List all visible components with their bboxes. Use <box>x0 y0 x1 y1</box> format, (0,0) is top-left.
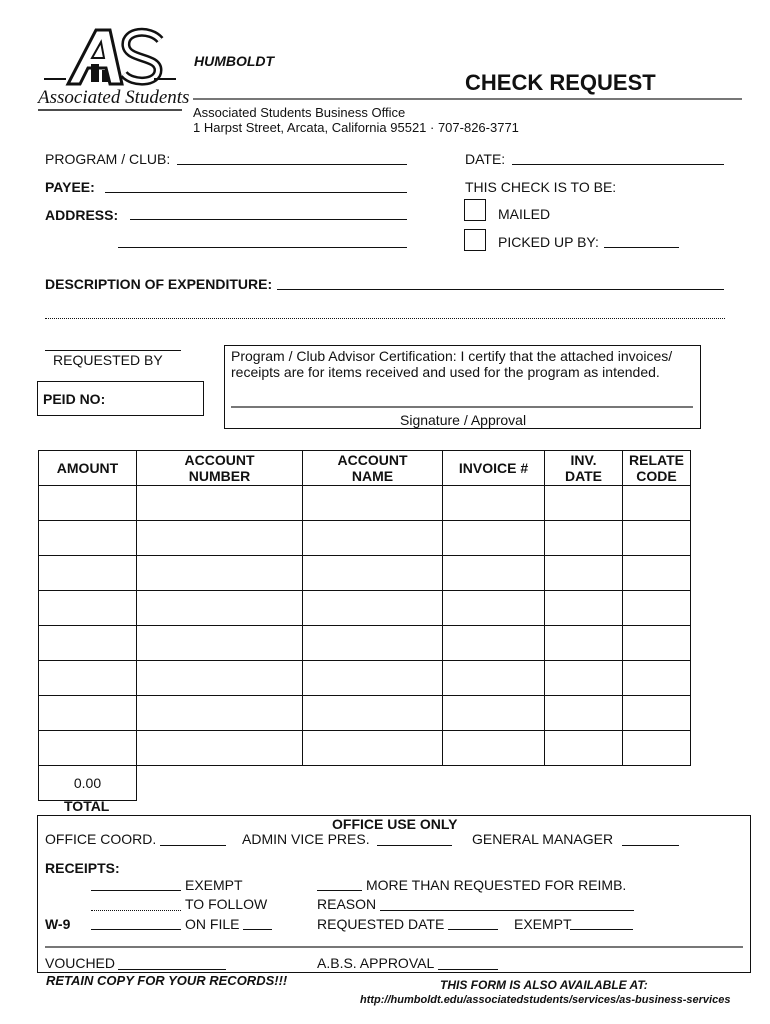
abs-approval-field[interactable] <box>438 969 498 970</box>
program-club-field[interactable] <box>177 164 407 165</box>
total-label: TOTAL <box>64 798 110 814</box>
vouched-field[interactable] <box>118 969 226 970</box>
to-follow-field[interactable] <box>91 910 181 911</box>
header-rule <box>193 98 742 100</box>
picked-up-checkbox[interactable] <box>464 229 486 251</box>
signature-line[interactable] <box>231 406 693 408</box>
total-amount: 0.00 <box>73 775 102 791</box>
w9-label: W-9 <box>45 916 71 932</box>
total-row <box>39 766 691 801</box>
description-field-2[interactable] <box>45 318 725 319</box>
mailed-checkbox[interactable] <box>464 199 486 221</box>
description-label: DESCRIPTION OF EXPENDITURE: <box>45 276 273 292</box>
requested-date-label: REQUESTED DATE <box>317 916 445 932</box>
office-address: 1 Harpst Street, Arcata, California 95521 · 707-826-3771 <box>193 120 519 135</box>
office-coord-field[interactable] <box>160 845 226 846</box>
col-relate-code-header: RELATE CODE <box>623 451 691 486</box>
table-row[interactable] <box>39 696 691 731</box>
on-file-field[interactable] <box>243 929 272 930</box>
form-url-link[interactable]: http://humboldt.edu/associatedstudents/services/as-business-services <box>360 994 731 1006</box>
col-amount-header: AMOUNT <box>39 451 137 486</box>
address-field-1[interactable] <box>130 219 407 220</box>
col-account-number-header: ACCOUNT NUMBER <box>137 451 303 486</box>
total-amount-cell[interactable] <box>39 766 137 801</box>
program-club-label: PROGRAM / CLUB: <box>45 151 171 167</box>
payee-field[interactable] <box>105 192 407 193</box>
general-manager-label: GENERAL MANAGER <box>472 831 614 847</box>
col-invoice-header: INVOICE # <box>443 451 545 486</box>
certification-text-1: Program / Club Advisor Certification: I certify that the attached invoices/ <box>231 348 673 364</box>
table-header-row <box>39 451 691 486</box>
office-coord-label: OFFICE COORD. <box>45 831 157 847</box>
form-title: CHECK REQUEST <box>465 70 656 95</box>
payee-label: PAYEE: <box>45 179 95 195</box>
form-available-label: THIS FORM IS ALSO AVAILABLE AT: <box>440 978 648 992</box>
logo-org-name: Associated Students <box>38 87 190 108</box>
requested-by-label: REQUESTED BY <box>53 352 163 368</box>
col-inv-date-header: INV. DATE <box>545 451 623 486</box>
abs-approval-label: A.B.S. APPROVAL <box>317 955 435 971</box>
more-than-field[interactable] <box>317 890 362 891</box>
associated-students-logo <box>36 24 190 114</box>
exempt2-label: EXEMPT <box>514 916 572 932</box>
exempt-label: EXEMPT <box>185 877 243 893</box>
date-field[interactable] <box>512 164 724 165</box>
table-row[interactable] <box>39 521 691 556</box>
receipts-label: RECEIPTS: <box>45 860 120 876</box>
table-row[interactable] <box>39 591 691 626</box>
on-file-label: ON FILE <box>185 916 240 932</box>
picked-up-label: PICKED UP BY: <box>498 234 599 250</box>
expense-table <box>38 450 691 801</box>
exempt2-field[interactable] <box>570 929 633 930</box>
certification-text-2: receipts are for items received and used for the program as intended. <box>231 364 660 380</box>
general-manager-field[interactable] <box>622 845 679 846</box>
address-label: ADDRESS: <box>45 207 119 223</box>
more-than-label: MORE THAN REQUESTED FOR REIMB. <box>366 877 627 893</box>
table-row[interactable] <box>39 626 691 661</box>
reason-field[interactable] <box>380 910 634 911</box>
w9-field[interactable] <box>91 929 181 930</box>
admin-vice-pres-field[interactable] <box>377 845 452 846</box>
requested-date-field[interactable] <box>448 929 498 930</box>
mailed-label: MAILED <box>498 206 551 222</box>
signature-label: Signature / Approval <box>400 412 527 428</box>
to-follow-label: TO FOLLOW <box>185 896 268 912</box>
office-use-title: OFFICE USE ONLY <box>332 816 458 832</box>
retain-copy-notice: RETAIN COPY FOR YOUR RECORDS!!! <box>46 973 288 988</box>
table-row[interactable] <box>39 731 691 766</box>
reason-label: REASON <box>317 896 377 912</box>
admin-vice-pres-label: ADMIN VICE PRES. <box>242 831 370 847</box>
picked-up-field[interactable] <box>604 247 679 248</box>
address-field-2[interactable] <box>118 247 407 248</box>
table-row[interactable] <box>39 486 691 521</box>
col-account-name-header: ACCOUNT NAME <box>303 451 443 486</box>
university-name: HUMBOLDT <box>194 53 275 69</box>
office-use-divider <box>45 946 743 948</box>
table-row[interactable] <box>39 556 691 591</box>
exempt-field[interactable] <box>91 890 181 891</box>
peid-label: PEID NO: <box>43 391 106 407</box>
table-row[interactable] <box>39 661 691 696</box>
vouched-label: VOUCHED <box>45 955 116 971</box>
check-to-be-label: THIS CHECK IS TO BE: <box>465 179 617 195</box>
office-name: Associated Students Business Office <box>193 105 406 120</box>
date-label: DATE: <box>465 151 506 167</box>
requested-by-line[interactable] <box>45 350 181 351</box>
description-field-1[interactable] <box>277 289 724 290</box>
